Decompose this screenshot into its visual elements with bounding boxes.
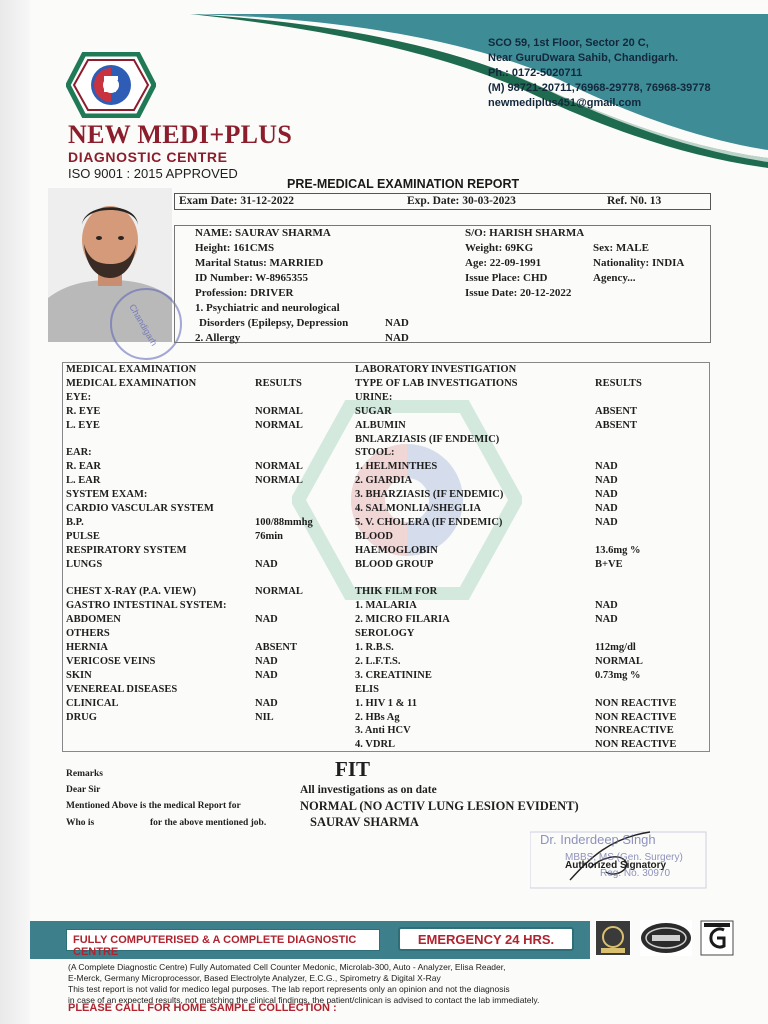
contact-line: SCO 59, 1st Floor, Sector 20 C, — [488, 37, 649, 49]
remarks-for-job: for the above mentioned job. — [150, 818, 267, 828]
medical-exam-label: ABDOMEN — [66, 614, 121, 626]
lab-investigation-label: 4. VDRL — [355, 739, 396, 751]
medical-exam-result: NAD — [255, 669, 278, 681]
lab-investigation-label: 1. MALARIA — [355, 600, 417, 612]
medical-exam-label: PULSE — [66, 530, 100, 542]
medical-exam-label: EYE: — [66, 391, 92, 403]
brand-name: NEW MEDI+PLUS — [68, 120, 293, 149]
medical-exam-result: NORMAL — [255, 461, 303, 473]
lab-investigation-label: URINE: — [355, 391, 393, 403]
medical-exam-result: NAD — [255, 655, 278, 667]
medical-exam-result: NORMAL — [255, 419, 303, 431]
lab-investigation-label: 1. R.B.S. — [355, 642, 394, 653]
medical-exam-result: NORMAL — [255, 586, 303, 598]
medical-exam-result: NAD — [255, 614, 278, 626]
reference-number: Ref. N0. 13 — [607, 195, 662, 207]
fine-print-line: in case of an expected results, not matching the clinical findings, the patient/clinican is advised to contact the lab immediately. — [68, 995, 540, 1005]
lab-investigation-label: SUGAR — [355, 405, 392, 417]
footer-computerised: FULLY COMPUTERISED & A COMPLETE DIAGNOSTIC CENTRE — [66, 929, 380, 951]
lab-investigation-result: 0.73mg % — [595, 669, 641, 681]
lab-investigation-result: NAD — [595, 516, 618, 528]
remarks-label: Remarks — [66, 769, 103, 779]
patient-name: NAME: SAURAV SHARMA — [195, 227, 331, 239]
lab-investigation-result: ABSENT — [595, 405, 638, 417]
lab-investigation-label: STOOL: — [355, 447, 395, 459]
fitness-verdict: FIT — [335, 757, 371, 781]
allergy-result: NAD — [385, 332, 409, 344]
lab-investigation-label: 1. HELMINTHES — [355, 461, 438, 473]
fine-print-line: This test report is not valid for medico legal purposes. The lab report represents only an opinion and not the diagnosis — [68, 984, 510, 994]
issue-date: Issue Date: 20-12-2022 — [465, 287, 572, 299]
patient-profession: Profession: DRIVER — [195, 287, 294, 299]
exam-dates-bar — [174, 193, 711, 210]
certification-seal-icon — [595, 920, 631, 956]
lab-investigation-result: NON REACTIVE — [595, 697, 677, 709]
medical-exam-label: HERNIA — [66, 642, 109, 653]
examination-table — [62, 362, 710, 752]
lab-investigation-label: 1. HIV 1 & 11 — [355, 697, 417, 709]
medical-exam-result: RESULTS — [255, 377, 302, 389]
patient-sex: Sex: MALE — [593, 242, 649, 254]
medical-exam-label: CARDIO VASCULAR SYSTEM — [66, 503, 214, 514]
report-title: PRE-MEDICAL EXAMINATION REPORT — [287, 177, 520, 191]
brand-logo-icon — [66, 52, 156, 118]
lab-investigation-label: THIK FILM FOR — [355, 586, 438, 598]
lab-investigation-label: HAEMOGLOBIN — [355, 544, 438, 556]
medical-exam-label: SYSTEM EXAM: — [66, 489, 148, 501]
authorized-signatory: Authorized Signatory — [565, 860, 667, 871]
medical-exam-label: EAR: — [66, 447, 92, 459]
medical-exam-result: 76min — [255, 530, 284, 542]
lab-investigation-label: 2. MICRO FILARIA — [355, 614, 450, 626]
medical-exam-label: SKIN — [66, 669, 92, 681]
lab-investigation-result: RESULTS — [595, 377, 642, 389]
lab-investigation-label: 2. L.F.T.S. — [355, 655, 401, 667]
lab-investigation-label: 2. HBs Ag — [355, 711, 400, 723]
iso-cert-mark-icon — [700, 920, 734, 956]
medical-exam-result: 100/88mmhg — [255, 516, 313, 528]
medical-exam-label: B.P. — [66, 516, 84, 528]
exam-date: Exam Date: 31-12-2022 — [179, 195, 294, 207]
stamp-text: Chandigarh — [127, 302, 160, 348]
contact-line: Near GuruDwara Sahib, Chandigarh. — [488, 52, 679, 64]
doctor-registration: Reg. No. 30970 — [600, 868, 671, 879]
normal-finding: NORMAL (NO ACTIV LUNG LESION EVIDENT) — [300, 799, 579, 813]
lab-investigation-label: SEROLOGY — [355, 628, 415, 640]
lab-investigation-result: NAD — [595, 461, 618, 473]
lab-investigation-result: NAD — [595, 503, 618, 514]
medical-exam-label: GASTRO INTESTINAL SYSTEM: — [66, 600, 227, 612]
patient-weight: Weight: 69KG — [465, 242, 534, 254]
contact-line: (M) 98721-20711,76968-29778, 76968-39778 — [488, 82, 711, 94]
expiry-date: Exp. Date: 30-03-2023 — [407, 195, 516, 207]
psych-result: NAD — [385, 317, 409, 329]
lab-investigation-label: ALBUMIN — [355, 419, 406, 431]
medical-exam-result: NORMAL — [255, 475, 303, 487]
medical-exam-label: DRUG — [66, 711, 97, 723]
lab-investigation-result: 13.6mg % — [595, 544, 641, 556]
remarks-mentioned: Mentioned Above is the medical Report for — [66, 801, 241, 811]
allergy-label: 2. Allergy — [195, 332, 241, 344]
contact-line: Ph.: 0172-5020711 — [488, 67, 583, 79]
medical-exam-label: L. EYE — [66, 419, 100, 431]
medical-exam-label: MEDICAL EXAMINATION — [66, 364, 197, 375]
medical-exam-result: NAD — [255, 697, 278, 709]
lab-investigation-result: ABSENT — [595, 419, 638, 431]
home-sample-collection: PLEASE CALL FOR HOME SAMPLE COLLECTION : — [68, 1002, 337, 1014]
medical-exam-label: L. EAR — [66, 475, 101, 487]
lab-investigation-label: BNLARZIASIS (IF ENDEMIC) — [355, 433, 500, 445]
lab-investigation-label: BLOOD — [355, 530, 393, 542]
lab-investigation-result: NON REACTIVE — [595, 711, 677, 723]
medical-exam-label: R. EAR — [66, 461, 102, 473]
medical-exam-result: NAD — [255, 558, 278, 570]
patient-height: Height: 161CMS — [195, 242, 275, 254]
medical-exam-label: VENEREAL DISEASES — [66, 683, 178, 695]
doctor-name: Dr. Inderdeep Singh — [540, 832, 656, 847]
lab-investigation-label: ELIS — [355, 683, 379, 695]
footer-fine-print — [68, 962, 668, 1006]
patient-id-number: ID Number: W-8965355 — [195, 272, 309, 284]
fine-print-line: E-Merck, Germany Microprocessor, Based Electrolyte Analyzer, E.C.G., Spirometry & Digital X-Ray — [68, 973, 441, 983]
patient-father: S/O: HARISH SHARMA — [465, 227, 585, 239]
lab-investigation-result: NAD — [595, 614, 618, 626]
contact-block — [488, 36, 758, 111]
patient-nationality: Nationality: INDIA — [593, 257, 685, 269]
medical-exam-result: NORMAL — [255, 405, 303, 417]
lab-investigation-result: 112mg/dl — [595, 642, 636, 653]
medical-exam-label: MEDICAL EXAMINATION — [66, 377, 197, 389]
patient-age: Age: 22-09-1991 — [465, 257, 542, 269]
lab-investigation-label: LABORATORY INVESTIGATION — [355, 364, 517, 375]
patient-marital-status: Marital Status: MARRIED — [195, 257, 324, 269]
lab-investigation-label: 2. GIARDIA — [355, 475, 413, 487]
lab-investigation-label: 4. SALMONLIA/SHEGLIA — [355, 503, 482, 514]
fine-print-line: (A Complete Diagnostic Centre) Fully Automated Cell Counter Medonic, Microlab-300, Auto - Analyzer, Elisa Reader, — [68, 962, 506, 972]
patient-info-box — [174, 225, 711, 343]
medical-exam-label: R. EYE — [66, 405, 101, 417]
lab-investigation-result: B+VE — [595, 558, 623, 570]
contact-email: newmediplus451@gmail.com — [488, 97, 642, 109]
medical-exam-label: CHEST X-RAY (P.A. VIEW) — [66, 586, 197, 598]
medical-exam-label: LUNGS — [66, 558, 103, 570]
medical-exam-label: CLINICAL — [66, 697, 119, 709]
all-investigations: All investigations as on date — [300, 784, 437, 796]
remarks-who-is: Who is — [66, 818, 95, 828]
iso-certification: ISO 9001 : 2015 APPROVED — [68, 166, 238, 181]
lab-investigation-result: NAD — [595, 600, 618, 612]
issue-place: Issue Place: CHD — [465, 272, 548, 284]
psych-label-cont: Disorders (Epilepsy, Depression — [199, 317, 349, 329]
lab-investigation-label: 3. BHARZIASIS (IF ENDEMIC) — [355, 489, 504, 501]
lab-investigation-label: BLOOD GROUP — [355, 558, 434, 570]
lab-investigation-label: 5. V. CHOLERA (IF ENDEMIC) — [355, 516, 503, 528]
salutation: Dear Sir — [66, 785, 101, 795]
lab-investigation-result: NAD — [595, 475, 618, 487]
doctor-qualification: MBBS, MS (Gen. Surgery) — [565, 852, 683, 863]
brand-subtitle: DIAGNOSTIC CENTRE — [68, 149, 228, 165]
lab-investigation-result: NON REACTIVE — [595, 739, 677, 751]
lab-investigation-label: TYPE OF LAB INVESTIGATIONS — [355, 377, 518, 389]
accreditation-badge-icon — [640, 920, 692, 956]
lab-investigation-label: 3. CREATININE — [355, 669, 432, 681]
lab-investigation-result: NAD — [595, 489, 618, 501]
medical-exam-result: ABSENT — [255, 642, 298, 653]
remarks-patient-name: SAURAV SHARMA — [310, 815, 419, 829]
medical-exam-result: NIL — [255, 711, 274, 723]
lab-investigation-label: 3. Anti HCV — [355, 725, 411, 737]
medical-exam-label: OTHERS — [66, 628, 110, 640]
lab-investigation-result: NORMAL — [595, 655, 643, 667]
psych-label: 1. Psychiatric and neurological — [195, 302, 340, 314]
medical-exam-label: VERICOSE VEINS — [66, 655, 156, 667]
lab-investigation-result: NONREACTIVE — [595, 725, 674, 737]
medical-exam-label: RESPIRATORY SYSTEM — [66, 544, 187, 556]
agency: Agency... — [593, 272, 636, 284]
footer-emergency: EMERGENCY 24 HRS. — [398, 927, 574, 951]
